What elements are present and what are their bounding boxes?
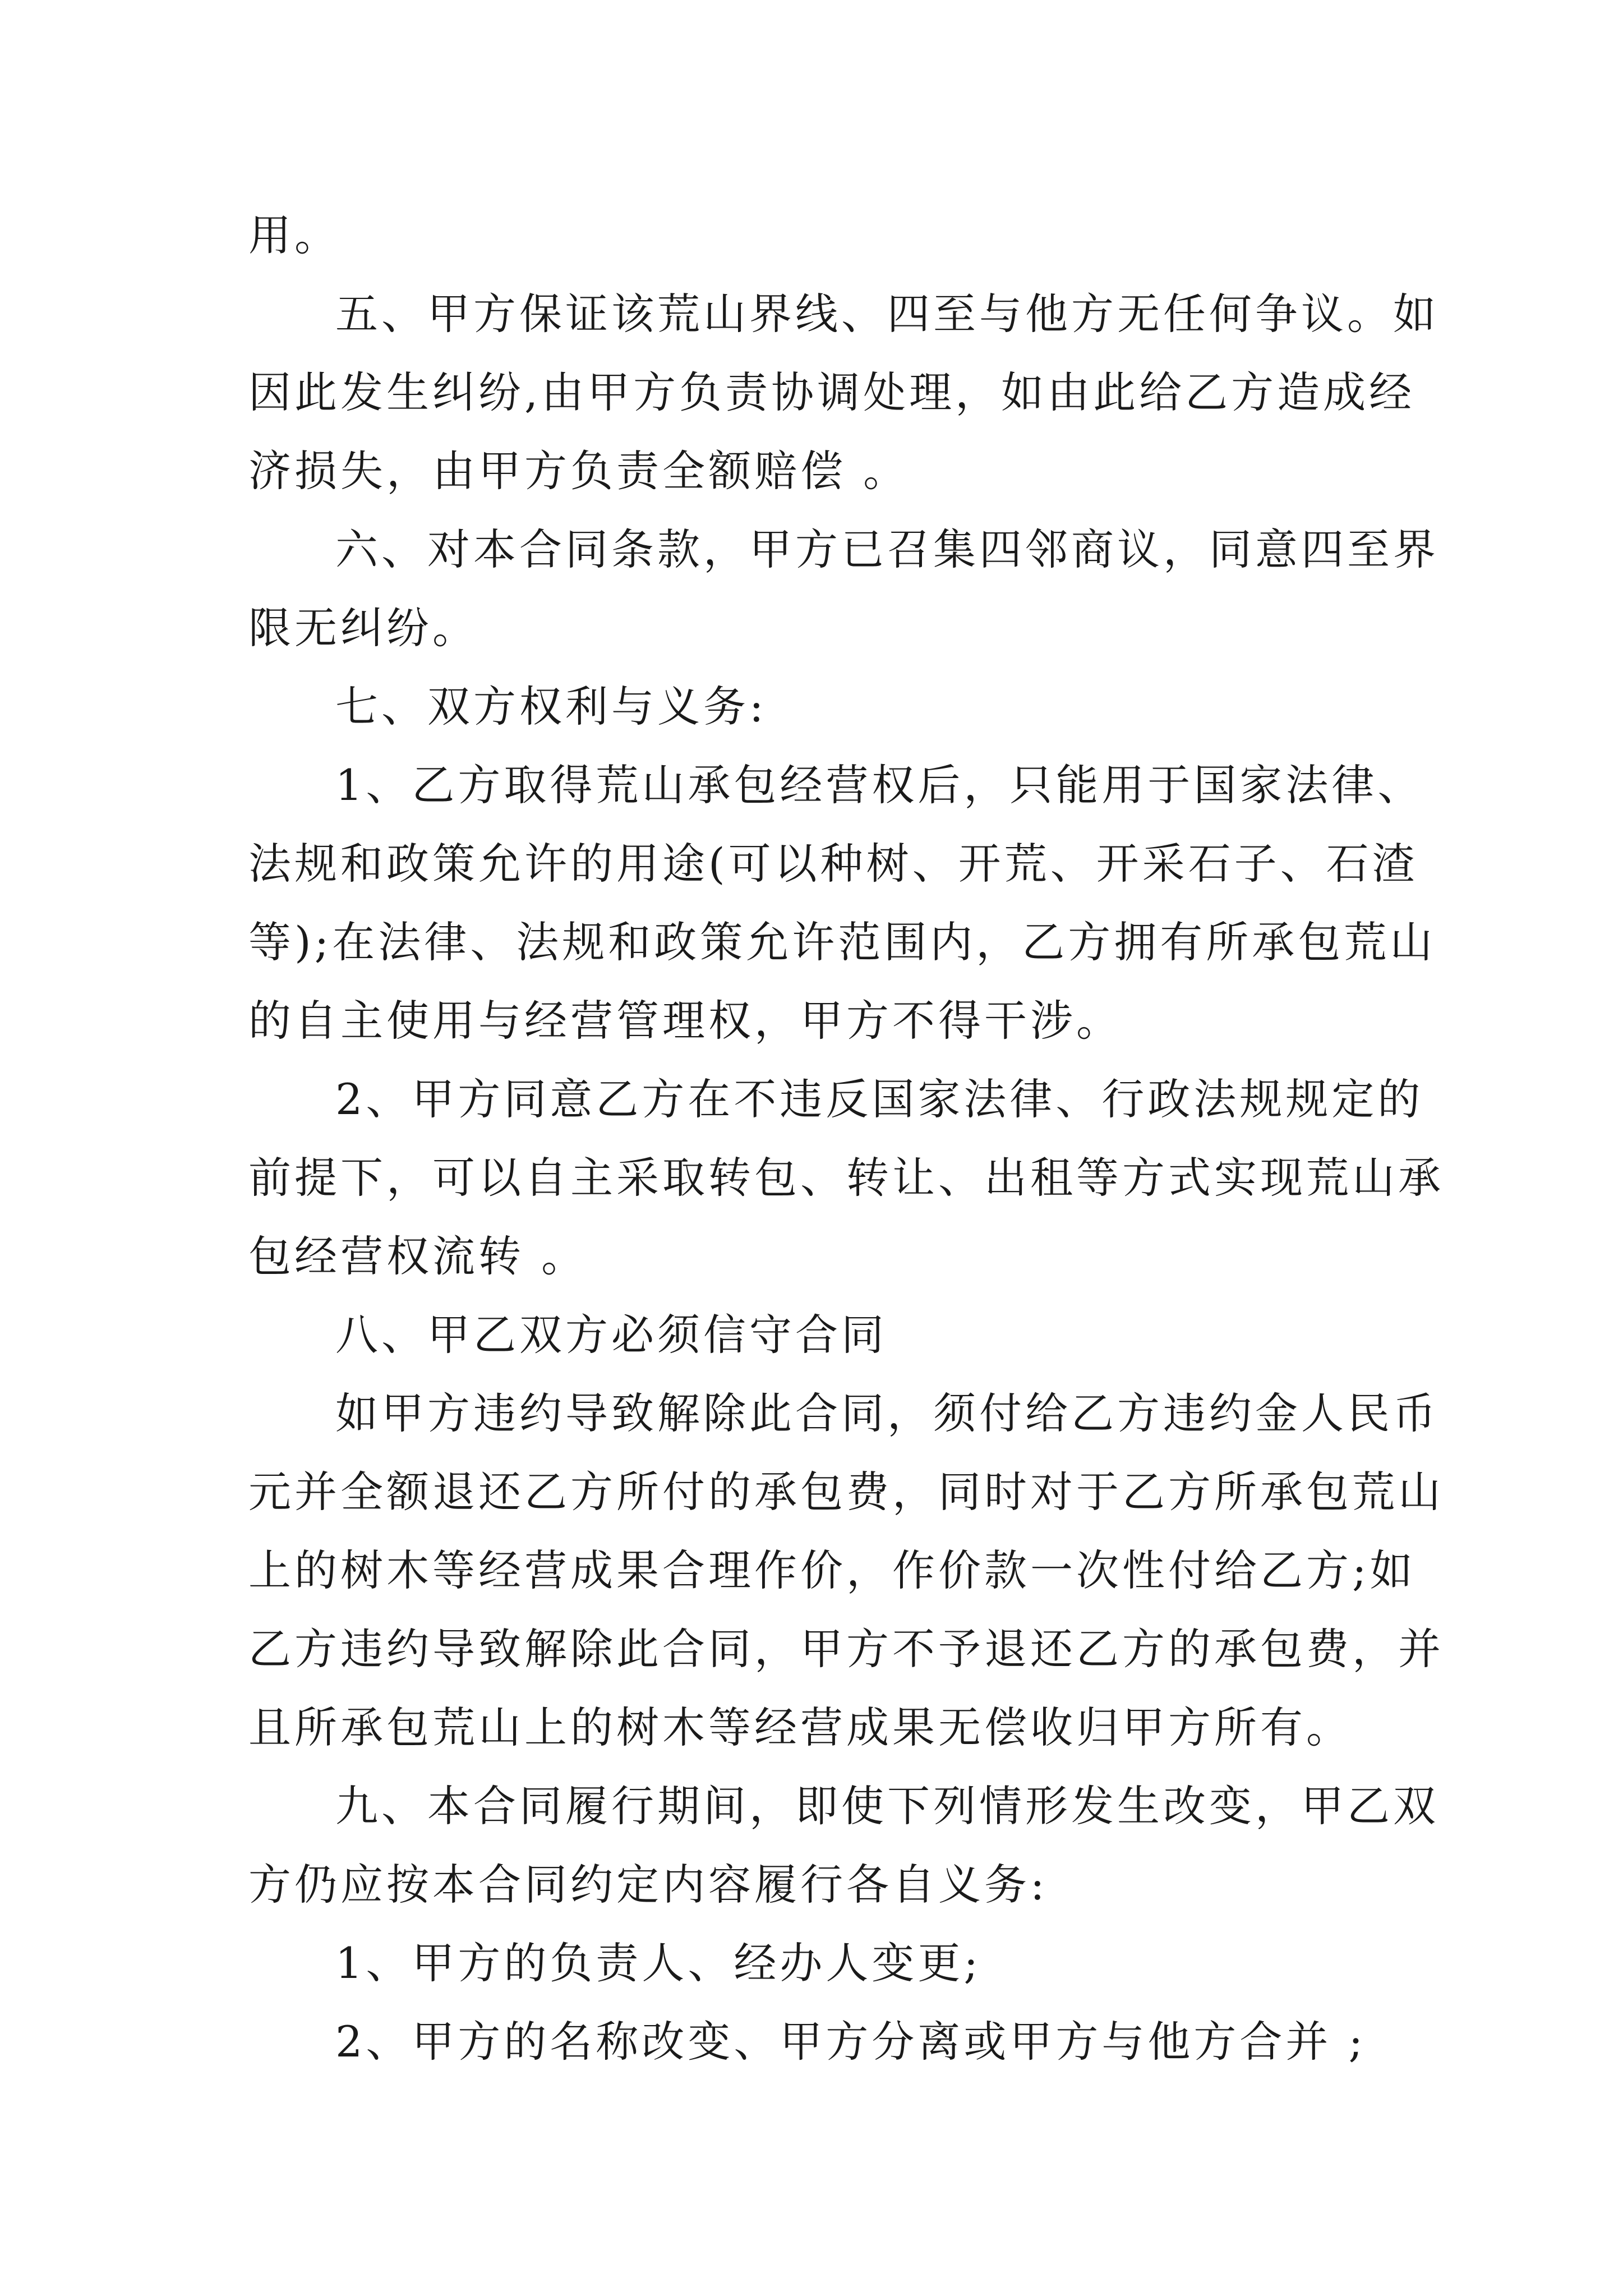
text-line: 因此发生纠纷,由甲方负责协调处理，如由此给乙方造成经: [248, 367, 1415, 417]
text-line: 前提下，可以自主采取转包、转让、出租等方式实现荒山承: [248, 1153, 1444, 1203]
text-line: 八、甲乙双方必须信守合同: [335, 1310, 887, 1360]
text-line: 的自主使用与经营管理权，甲方不得干涉。: [248, 996, 1122, 1046]
text-line: 七、双方权利与义务:: [335, 682, 767, 731]
text-line: 元并全额退还乙方所付的承包费，同时对于乙方所承包荒山: [248, 1467, 1444, 1517]
text-line: 法规和政策允许的用途(可以种树、开荒、开采石子、石渣: [248, 839, 1418, 889]
text-line: 1、乙方取得荒山承包经营权后，只能用于国家法律、: [335, 760, 1424, 810]
text-line: 如甲方违约导致解除此合同，须付给乙方违约金人民币: [335, 1388, 1439, 1438]
text-line: 五、甲方保证该荒山界线、四至与他方无任何争议。如: [335, 289, 1439, 339]
text-line: 限无纠纷。: [248, 603, 478, 653]
text-line: 方仍应按本合同约定内容履行各自义务:: [248, 1860, 1048, 1910]
text-line: 且所承包荒山上的树木等经营成果无偿收归甲方所有。: [248, 1703, 1352, 1752]
text-line: 2、甲方同意乙方在不违反国家法律、行政法规规定的: [335, 1074, 1424, 1124]
text-line: 2、甲方的名称改变、甲方分离或甲方与他方合并 ;: [335, 2017, 1367, 2067]
text-line: 1、甲方的负责人、经办人变更;: [335, 1938, 981, 1988]
text-line: 上的树木等经营成果合理作价，作价款一次性付给乙方;如: [248, 1545, 1416, 1595]
text-line: 乙方违约导致解除此合同，甲方不予退还乙方的承包费，并: [248, 1624, 1444, 1674]
contract-text: [248, 196, 1444, 2081]
text-line: 九、本合同履行期间，即使下列情形发生改变，甲乙双: [335, 1781, 1439, 1831]
text-line: 用。: [248, 210, 340, 260]
text-line: 等);在法律、法规和政策允许范围内，乙方拥有所承包荒山: [248, 917, 1436, 967]
text-line: 六、对本合同条款，甲方已召集四邻商议，同意四至界: [335, 524, 1439, 574]
text-line: 包经营权流转 。: [248, 1231, 588, 1281]
text-line: 济损失，由甲方负责全额赔偿 。: [248, 446, 910, 496]
